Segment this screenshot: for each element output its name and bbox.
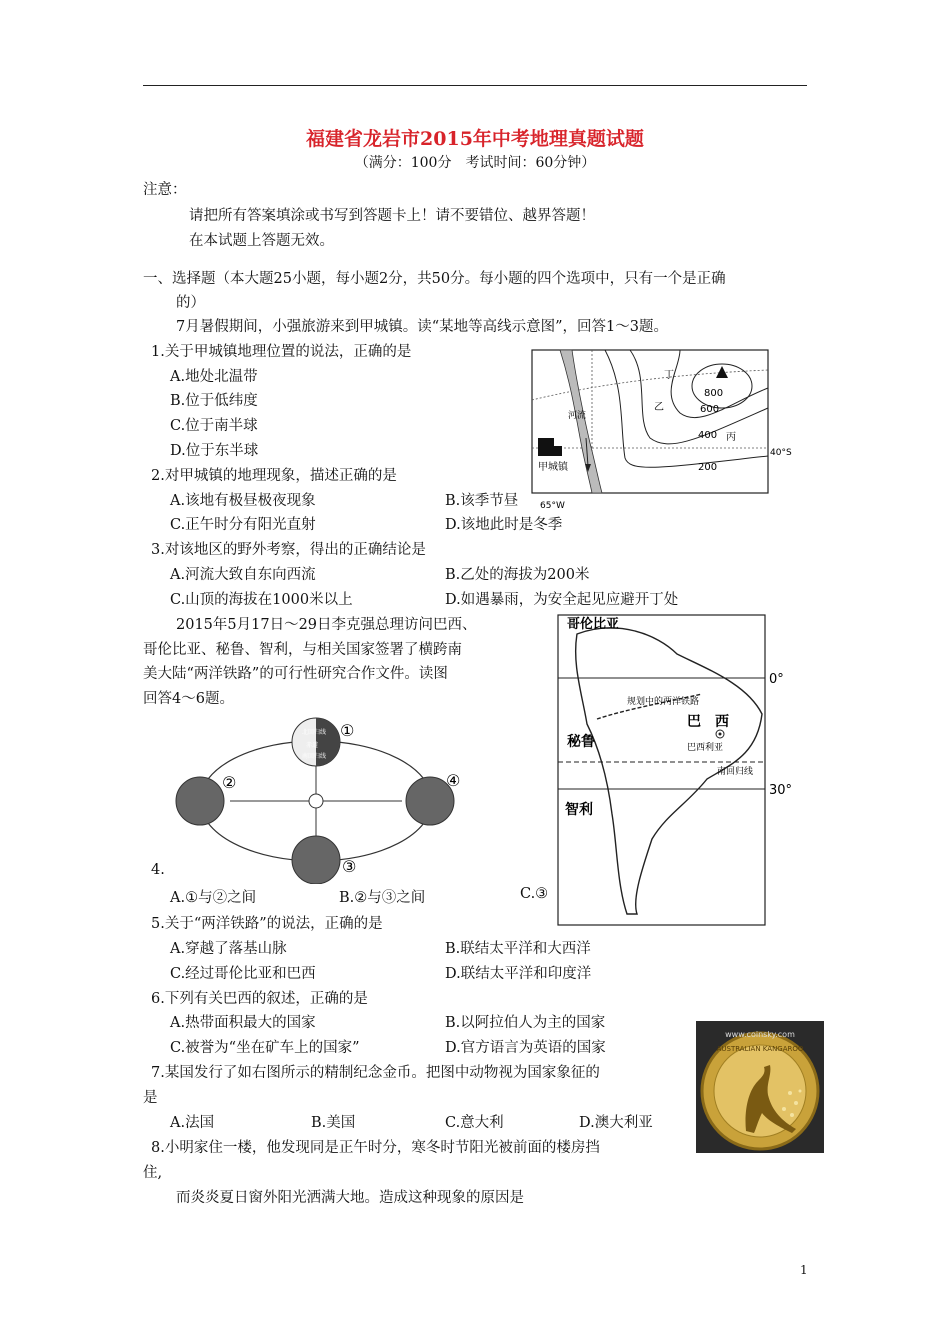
option: A.河流大致自东向西流 <box>170 567 316 583</box>
option: A.该地有极昼极夜现象 <box>170 493 316 509</box>
section-heading-cont: 的） <box>176 295 205 311</box>
contour-400-label: 400 <box>698 430 718 441</box>
contour-600-label: 600 <box>700 404 720 415</box>
question-stem: 7.某国发行了如右图所示的精制纪念金币。把图中动物视为国家象征的 <box>151 1065 600 1081</box>
question-stem: 1.关于甲城镇地理位置的说法，正确的是 <box>151 344 412 360</box>
page-number: 1 <box>800 1263 808 1277</box>
point-bing-label: 丙 <box>726 432 736 443</box>
option: D.位于东半球 <box>170 443 259 459</box>
option: A.穿越了落基山脉 <box>170 941 287 957</box>
option: B.乙处的海拔为200米 <box>445 567 590 583</box>
exam-subtitle: （满分：100分 考试时间：60分钟） <box>354 155 596 171</box>
earth-position-2 <box>176 777 224 825</box>
contour-map-figure <box>530 348 798 514</box>
option: C.③ <box>520 886 549 902</box>
option: B.美国 <box>311 1115 356 1131</box>
header-rule <box>143 85 807 86</box>
option: D.联结太平洋和印度洋 <box>445 966 592 982</box>
question-stem: 3.对该地区的野外考察，得出的正确结论是 <box>151 542 426 558</box>
option: B.以阿拉伯人为主的国家 <box>445 1015 606 1031</box>
option: C.山顶的海拔在1000米以上 <box>170 592 353 608</box>
tropic-label: 南回归线 <box>717 767 754 777</box>
question-stem-cont: 是 <box>143 1090 158 1106</box>
intro-q4-6: 回答4～6题。 <box>143 691 234 707</box>
option: C.经过哥伦比亚和巴西 <box>170 966 316 982</box>
town-label: 甲城镇 <box>538 462 568 473</box>
question-stem: 8.小明家住一楼，他发现同是正午时分，寒冬时节阳光被前面的楼房挡 <box>151 1140 600 1156</box>
earth-position-3 <box>292 836 340 884</box>
option: B.②与③之间 <box>339 890 426 906</box>
question-stem-cont: 而炎炎夏日窗外阳光洒满大地。造成这种现象的原因是 <box>176 1190 524 1206</box>
option: D.澳大利亚 <box>579 1115 653 1131</box>
contour-800-label: 800 <box>704 388 724 399</box>
position-3-label: ③ <box>342 857 357 876</box>
lat-30-label: 30° <box>769 783 793 798</box>
option: D.如遇暴雨，为安全起见应避开丁处 <box>445 592 679 608</box>
option: C.被誉为“坐在矿车上的国家” <box>170 1040 360 1056</box>
question-stem: 4. <box>151 862 165 878</box>
option: C.意大利 <box>445 1115 504 1131</box>
coin-inscription: AUSTRALIAN KANGAROO <box>716 1045 804 1053</box>
position-2-label: ② <box>222 773 237 792</box>
question-stem: 6.下列有关巴西的叙述，正确的是 <box>151 991 368 1007</box>
colombia-label: 哥伦比亚 <box>567 617 620 632</box>
sun-icon <box>309 794 323 808</box>
page-title: 福建省龙岩市2015年中考地理真题试题 <box>306 128 644 150</box>
intro-q4-6: 2015年5月17日～29日李克强总理访问巴西、 <box>176 617 477 633</box>
chile-label: 智利 <box>565 802 593 818</box>
option: B.联结太平洋和大西洋 <box>445 941 591 957</box>
point-ding-label: 丁 <box>664 370 674 381</box>
option: B.该季节昼 <box>445 493 519 509</box>
coin-watermark: www.coinsky.com <box>725 1030 795 1039</box>
question-stem-cont: 住, <box>143 1165 163 1181</box>
option: A.①与②之间 <box>170 890 257 906</box>
brazil-label: 巴 西 <box>687 714 729 730</box>
brasilia-label: 巴西利亚 <box>687 743 724 753</box>
contour-200-label: 200 <box>698 462 718 473</box>
intro-q4-6: 美大陆“两洋铁路”的可行性研究合作文件。读图 <box>143 666 448 682</box>
intro-q4-6: 哥伦比亚、秘鲁、智利，与相关国家签署了横跨南 <box>143 642 462 658</box>
option: D.该地此时是冬季 <box>445 517 563 533</box>
option: D.官方语言为英语的国家 <box>445 1040 606 1056</box>
question-stem: 2.对甲城镇的地理现象，描述正确的是 <box>151 468 397 484</box>
notice-heading: 注意： <box>143 182 187 198</box>
option: A.热带面积最大的国家 <box>170 1015 316 1031</box>
river-label: 河流 <box>568 411 587 421</box>
latitude-label: 40°S <box>770 448 792 458</box>
longitude-label: 65°W <box>540 501 565 511</box>
south-america-map <box>557 614 797 926</box>
tropic-south-label: 南回归线 <box>302 753 327 760</box>
peru-label: 秘鲁 <box>567 734 595 750</box>
orbit-figure <box>170 712 466 884</box>
intro-q1-3: 7月暑假期间，小强旅游来到甲城镇。读“某地等高线示意图”，回答1～3题。 <box>176 319 668 335</box>
notice-line: 在本试题上答题无效。 <box>189 233 334 249</box>
notice-line: 请把所有答案填涂或书写到答题卡上！请不要错位、越界答题！ <box>189 208 595 224</box>
railway-label: 规划中的两洋铁路 <box>627 697 700 707</box>
town-block-icon <box>538 438 554 456</box>
option: A.法国 <box>170 1115 215 1131</box>
option: B.位于低纬度 <box>170 393 258 409</box>
coin-image <box>696 1021 824 1153</box>
section-heading: 一、选择题（本大题25小题，每小题2分，共50分。每小题的四个选项中，只有一个是正确 <box>143 271 726 287</box>
equator-label: 赤道 <box>306 742 319 749</box>
question-stem: 5.关于“两洋铁路”的说法，正确的是 <box>151 916 383 932</box>
point-yi-label: 乙 <box>654 402 664 413</box>
option: A.地处北温带 <box>170 369 258 385</box>
position-4-label: ④ <box>446 771 461 790</box>
option: C.正午时分有阳光直射 <box>170 517 316 533</box>
tropic-north-label: 北回归线 <box>302 729 327 736</box>
option: C.位于南半球 <box>170 418 258 434</box>
position-1-label: ① <box>340 721 355 740</box>
lat-0-label: 0° <box>769 672 784 687</box>
